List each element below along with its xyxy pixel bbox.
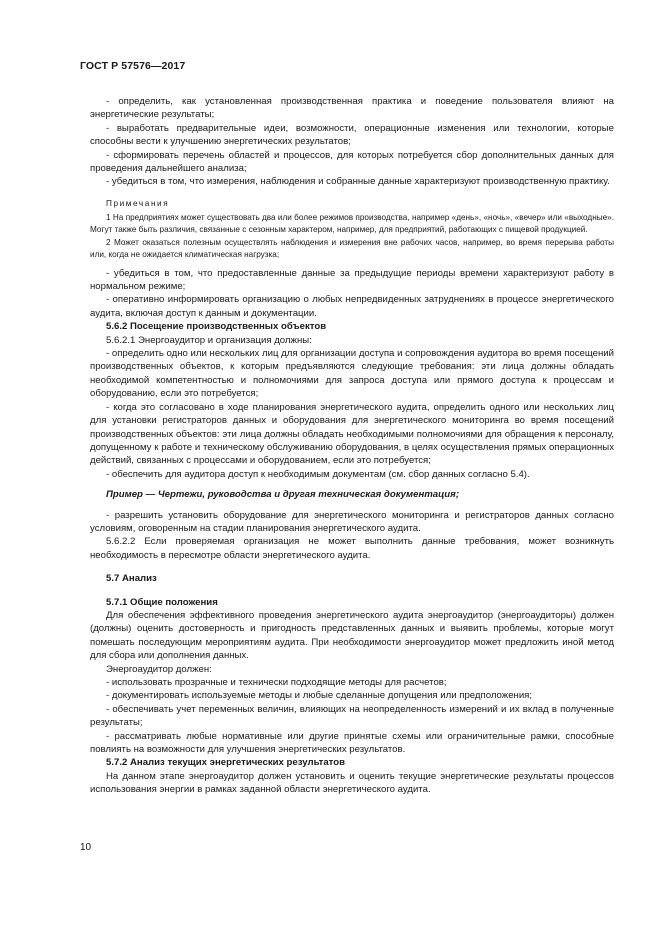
paragraph: - выработать предварительные идеи, возможности, операционные изменения или технологии, которые способны вести к улучшению энергетических результатов; — [90, 122, 614, 148]
standard-header: ГОСТ Р 57576—2017 — [80, 60, 186, 72]
paragraph: - разрешить установить оборудование для энергетического мониторинга и регистраторов данных согласно условиям, оговоренным на стадии планирования энергетического аудита. — [90, 509, 614, 534]
paragraph: Для обеспечения эффективного проведения энергетического аудита энергоаудитор (энергоаудиторы) должен (должны) оценить достоверность и пригодность представленных данных и выявить проблемы, которые могут помешать последующим мероприятиям аудита. При необходимости энергоаудитор может предложить иной метод для сбора или дополнения данных. — [90, 609, 614, 662]
document-body — [90, 95, 614, 797]
paragraph: На данном этапе энергоаудитор должен установить и оценить текущие энергетические результаты процессов использования энергии в рамках заданной области энергетического аудита. — [90, 770, 614, 796]
paragraph: - убедиться в том, что предоставленные данные за предыдущие периоды времени характеризуют работу в нормальном режиме; — [90, 267, 614, 293]
paragraph: - использовать прозрачные и технически подходящие методы для расчетов; — [106, 677, 447, 688]
page-number: 10 — [80, 842, 92, 853]
paragraph: 5.6.2.2 Если проверяемая организация не может выполнить данные требования, может возникнуть необходимость в пересмотре области энергетического аудита. — [90, 536, 614, 561]
paragraph: - определить одно или нескольких лиц для организации доступа и сопровождения аудитора во время посещений производственных объектов, к которым предъявляются следующие требования: эти лица должны обладать необходимой компетентностью и полномочиями для запроса доступа или прямого доступа к процессам и оборудованию, если это потребуется; — [90, 348, 614, 400]
example-line: Пример — Чертежи, руководства и другая техническая документация; — [106, 489, 460, 501]
section-heading-5-7-1: 5.7.1 Общие положения — [106, 596, 218, 608]
paragraph: - убедиться в том, что измерения, наблюдения и собранные данные характеризуют производственную практику. — [106, 176, 610, 188]
paragraph: - сформировать перечень областей и процессов, для которых потребуется сбор дополнительных данных для проведения дальнейшего анализа; — [90, 149, 614, 175]
section-heading-5-7-2: 5.7.2 Анализ текущих энергетических результатов — [106, 757, 346, 769]
section-heading-5-6-2: 5.6.2 Посещение производственных объектов — [106, 321, 327, 333]
note-item: 1 На предприятиях может существовать два или более режимов производства, например «день», «ночь», «вечер» или «выходные». Могут также быть различия, связанные с сезонным характером, например, для предприятий, работающих с пищевой продукцией. — [90, 213, 614, 234]
paragraph: - оперативно информировать организацию о любых непредвиденных затруднениях в процессе энергетического аудита, включая доступ к данным и документации. — [90, 294, 614, 319]
paragraph: - обеспечить для аудитора доступ к необходимым документам (см. сбор данных согласно 5.4). — [106, 468, 530, 480]
paragraph: - обеспечивать учет переменных величин, влияющих на неопределенность измерений и их вклад в полученные результаты; — [90, 703, 614, 729]
paragraph: Энергоаудитор должен: — [106, 663, 212, 675]
note-item: 2 Может оказаться полезным осуществлять наблюдения и измерения вне рабочих часов, например, во время перерыва работы или, когда не ожидается климатическая нагрузка; — [90, 238, 614, 260]
paragraph: - когда это согласовано в ходе планирования энергетического аудита, определить одного или нескольких лиц для установки регистраторов данных и оборудования для энергетического мониторинга во время посещений производственных объектов: эти лица должны обладать необходимыми полномочиями для обращения к персоналу, допущенному к работе и техническому обслуживанию оборудования, в целях осуществления прямых операционных действий, связанных с процессами и оборудованием, если это потребуется; — [90, 401, 614, 467]
paragraph: - определить, как установленная производственная практика и поведение пользователя влияют на энергетические результаты; — [90, 96, 614, 121]
section-heading-5-7: 5.7 Анализ — [106, 573, 157, 585]
notes-heading: Примечания — [106, 198, 170, 208]
paragraph: - документировать используемые методы и любые сделанные допущения или предположения; — [106, 690, 533, 702]
paragraph: 5.6.2.1 Энергоаудитор и организация должны: — [106, 334, 312, 346]
paragraph: - рассматривать любые нормативные или другие принятые схемы или ограничительные рамки, способные повлиять на возможности для улучшения энергетических результатов. — [90, 730, 614, 756]
